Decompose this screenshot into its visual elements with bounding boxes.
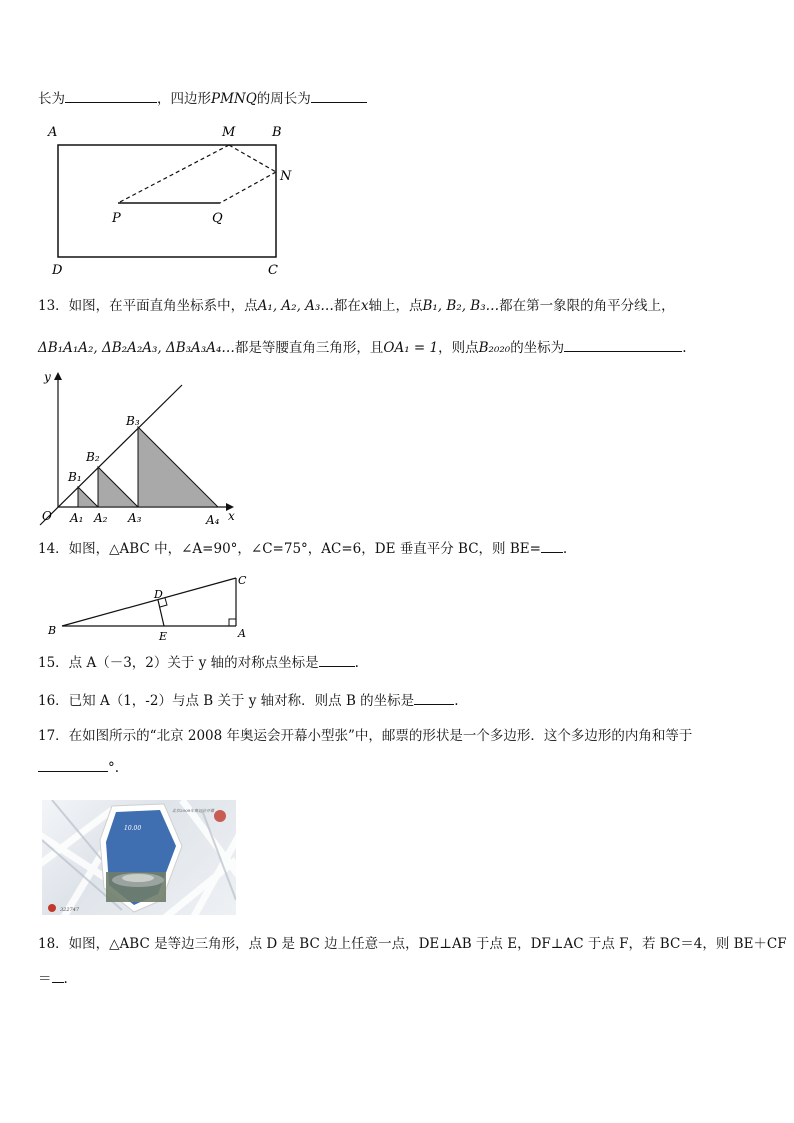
- q17-line2: °.: [38, 757, 119, 778]
- label-a: A: [48, 125, 58, 140]
- label-a4: A₄: [206, 513, 220, 527]
- china-post-logo-icon: [48, 904, 56, 912]
- answer-blank[interactable]: [541, 538, 563, 553]
- rectangle-figure: [40, 118, 310, 283]
- label-y: y: [44, 370, 51, 384]
- label-e: E: [159, 630, 168, 642]
- answer-blank[interactable]: [52, 968, 64, 983]
- stamp-sheet-drawing: [42, 800, 236, 915]
- olympic-logo-icon: [214, 810, 226, 822]
- q17-line1: 17．在如图所示的“北京 2008 年奥运会开幕小型张”中，邮票的形状是一个多边形．这个多边形的内角和等于: [38, 728, 693, 744]
- label-c: C: [268, 263, 278, 278]
- label-x: x: [228, 509, 235, 523]
- q18-line2: ＝ .: [38, 968, 68, 989]
- answer-blank[interactable]: [38, 757, 108, 772]
- coordinate-figure: [30, 366, 245, 531]
- q14-line: 14．如图，△ABC 中，∠A=90°，∠C=75°，AC=6，DE 垂直平分 BC，则 BE= .: [38, 538, 567, 559]
- label-a2: A₂: [94, 511, 108, 525]
- label-n: N: [280, 169, 292, 184]
- q13-line1: 13．如图，在平面直角坐标系中，点A₁, A₂, A₃…都在x轴上，点B₁, B₂, B₃…都在第一象限的角平分线上，: [38, 298, 675, 314]
- q12-continuation-line: 长为 ，四边形PMNQ的周长为: [38, 88, 367, 109]
- label-d: D: [52, 263, 63, 278]
- label-b1: B₁: [68, 470, 82, 484]
- answer-blank[interactable]: [311, 88, 367, 103]
- answer-blank[interactable]: [414, 690, 454, 705]
- answer-blank[interactable]: [319, 652, 355, 667]
- label-a: A: [238, 627, 246, 640]
- label-a3: A₃: [128, 511, 142, 525]
- label-b2: B₂: [86, 450, 100, 464]
- label-q: Q: [212, 211, 223, 226]
- q15-line: 15．点 A（－3，2）关于 y 轴的对称点坐标是 .: [38, 652, 359, 673]
- label-p: P: [112, 211, 121, 226]
- q13-line2: ΔB₁A₁A₂, ΔB₂A₂A₃, ΔB₃A₃A₄…都是等腰直角三角形，且OA₁ = 1，则点B₂₀₂₀的坐标为 .: [38, 337, 686, 358]
- q18-line1: 18．如图，△ABC 是等边三角形，点 D 是 BC 边上任意一点，DE⊥AB 于点 E，DF⊥AC 于点 F，若 BC＝4，则 BE＋CF: [38, 936, 787, 952]
- label-d: D: [154, 588, 163, 601]
- label-o: O: [42, 509, 52, 523]
- label-b3: B₃: [126, 414, 140, 428]
- label-b: B: [48, 624, 57, 637]
- answer-blank[interactable]: [65, 88, 157, 103]
- stamp-face-value: 10.00: [124, 825, 142, 832]
- stamp-sheet-image: [42, 800, 236, 915]
- sheet-title: 北京2008年奥运会开幕: [172, 808, 215, 813]
- label-m: M: [222, 125, 236, 140]
- label-b: B: [272, 125, 282, 140]
- q16-line: 16．已知 A（1，-2）与点 B 关于 y 轴对称．则点 B 的坐标是 .: [38, 690, 458, 711]
- label-c: C: [238, 574, 247, 587]
- answer-blank[interactable]: [564, 337, 682, 352]
- label-a1: A₁: [70, 511, 84, 525]
- triangle-figure: [40, 570, 260, 642]
- stamp-serial: 322747: [60, 907, 80, 913]
